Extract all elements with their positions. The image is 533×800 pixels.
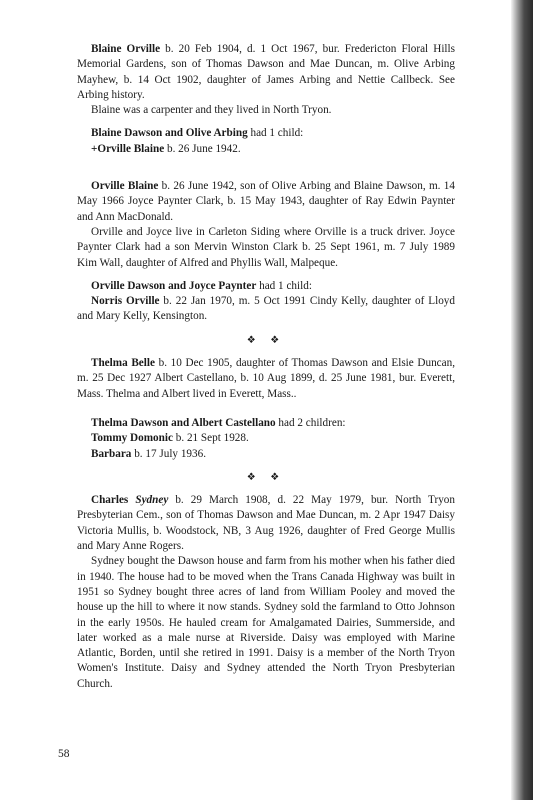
section-ornament: ❖ ❖ [246,471,286,483]
child-text: b. 26 June 1942. [164,142,241,155]
section-ornament: ❖ ❖ [246,334,286,346]
entry-thelma-belle [77,356,455,402]
child-text: b. 17 July 1936. [131,447,206,460]
entry-paragraph: Orville and Joyce live in Carleton Siding where Orville is a truck driver. Joyce Paynter Clark had a son Mervin Winston Clark b. 25 Sept 1961, m. 7 July 1989 Kim Wall, daughter of Alfred and Phyllis Wall, Malpeque. [77,225,455,269]
entry-name: Thelma Belle [91,357,155,370]
entry-charles-sydney [77,493,455,554]
family-summary [77,279,455,294]
child-line [77,431,455,446]
entry-paragraph: Sydney bought the Dawson house and farm from his mother when his father died in 1940. The house had to be moved when the Trans Canada Highway was built in 1951 so Sydney bought three acres of land from William Pooley and moved the house up the hill to where it now stands. Sydney sold the farmland to Otto Johnson in the early 1950s. He hauled cream for Amalgamated Dairies, Summerside, and later worked as a male nurse at Riverside. Daisy was employed with Marine Atlantic, Borden, until she retired in 1991. Daisy is a member of the North Tryon Women's Institute. Daisy and Sydney attended the North Tryon Presbyterian Church. [77,555,455,690]
child-name: Tommy Domonic [91,432,173,445]
entry-text: b. 26 June 1942, son of Olive Arbing and Blaine Dawson, m. 14 May 1966 Joyce Paynter Clark, b. 15 May 1943, daughter of Ray Edwin Paynter and Ann MacDonald. [77,180,455,223]
child-text: b. 21 Sept 1928. [172,432,249,445]
child-name: +Orville Blaine [91,142,165,155]
entry-name-italic: Sydney [135,494,169,507]
entry-text: b. 29 March 1908, d. 22 May 1979, bur. North Tryon Presbyterian Cem., son of Thomas Dawson and Mae Duncan, m. 2 Apr 1947 Daisy Victoria Mullis, b. Woodstock, NB, 3 Aug 1926, daughter of Fred George Mullis and Mary Anne Rogers. [77,494,455,553]
child-line [77,142,455,157]
entry-orville-blaine [77,179,455,225]
page-number: 58 [58,748,70,760]
family-heading: Thelma Dawson and Albert Castellano [91,416,276,429]
book-spine-shadow [511,0,533,800]
genealogy-page-body [77,42,455,692]
child-name: Norris Orville [91,295,160,308]
entry-text: b. 20 Feb 1904, d. 1 Oct 1967, bur. Fredericton Floral Hills Memorial Gardens, son of Thomas Dawson and Mae Duncan, m. Olive Arbing Mayhew, b. 14 Oct 1902, daughter of James Arbing and Nettie Callbeck. See Arbing history. [77,43,455,101]
family-summary [77,416,455,431]
family-count: had 1 child: [247,127,304,140]
entry-paragraph: Blaine was a carpenter and they lived in North Tryon. [91,104,332,117]
family-count: had 1 child: [256,279,312,292]
child-line [77,294,455,325]
family-count: had 2 children: [275,416,346,429]
family-heading: Orville Dawson and Joyce Paynter [91,279,257,292]
family-heading: Blaine Dawson and Olive Arbing [91,127,248,140]
child-line [77,447,455,462]
entry-blaine-orville [77,42,455,103]
entry-text: b. 10 Dec 1905, daughter of Thomas Dawson and Elsie Duncan, m. 25 Dec 1927 Albert Castellano, b. 10 Aug 1899, d. 25 June 1981, bur. Everett, Mass. Thelma and Albert lived in Everett, Mass.. [77,357,455,400]
child-name: Barbara [91,447,132,460]
entry-name: Charles [91,494,136,507]
entry-name: Orville Blaine [91,180,159,193]
family-summary [77,126,455,141]
entry-name: Blaine Orville [91,43,161,55]
child-text: b. 22 Jan 1970, m. 5 Oct 1991 Cindy Kelly, daughter of Lloyd and Mary Kelly, Kensington. [77,295,455,323]
